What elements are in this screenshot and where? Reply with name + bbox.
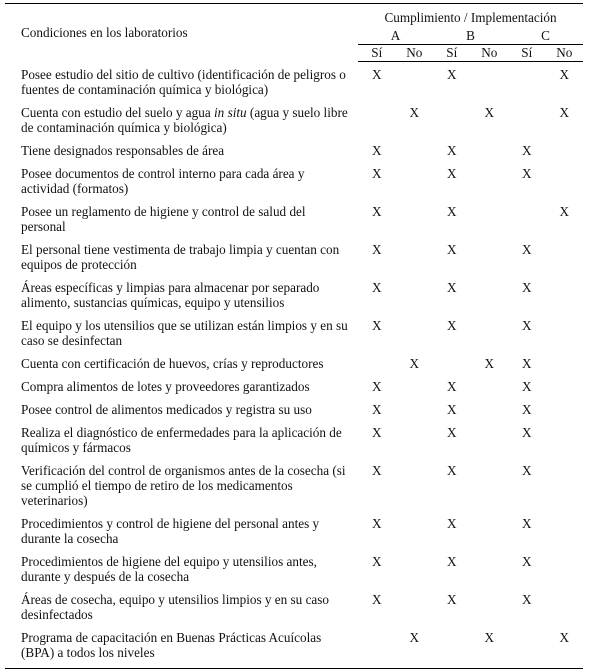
mark-cell <box>396 313 434 351</box>
mark-cell: X <box>446 142 457 158</box>
condition-cell: Compra alimentos de lotes y proveedores garantizados <box>21 378 310 394</box>
mark-cell: X <box>521 279 532 295</box>
mark-cell <box>396 62 434 100</box>
lab-c-header: C <box>541 28 550 43</box>
no-header: No <box>471 45 509 62</box>
mark-cell <box>546 511 584 549</box>
mark-cell <box>433 625 471 669</box>
table-body <box>5 62 583 669</box>
table-row <box>5 199 583 237</box>
mark-cell <box>546 420 584 458</box>
condition-cell: Realiza el diagnóstico de enfermedades para la aplicación de químicos y fármacos <box>21 424 342 455</box>
mark-cell <box>546 275 584 313</box>
mark-cell <box>471 374 509 397</box>
mark-cell: X <box>484 355 495 371</box>
mark-cell <box>546 397 584 420</box>
mark-cell <box>471 161 509 199</box>
mark-cell <box>546 351 584 374</box>
mark-cell: X <box>446 515 457 531</box>
mark-cell <box>396 511 434 549</box>
mark-cell <box>546 587 584 625</box>
mark-cell <box>546 313 584 351</box>
condition-cell: Posee un reglamento de higiene y control de salud del personal <box>21 203 306 234</box>
mark-cell <box>546 549 584 587</box>
table-row <box>5 458 583 511</box>
mark-cell <box>396 549 434 587</box>
mark-cell: X <box>471 625 509 669</box>
mark-cell <box>471 549 509 587</box>
compliance-table <box>5 3 583 669</box>
mark-cell: X <box>446 317 457 333</box>
mark-cell <box>471 237 509 275</box>
mark-cell <box>508 625 546 669</box>
table-row <box>5 100 583 138</box>
condition-cell: Procedimientos y control de higiene del personal antes y durante la cosecha <box>21 515 320 546</box>
mark-cell: X <box>446 462 457 478</box>
condition-cell: Posee control de alimentos medicados y registra su uso <box>21 401 312 417</box>
mark-cell: X <box>371 401 382 417</box>
mark-cell <box>358 351 396 374</box>
condition-cell: Áreas específicas y limpias para almacenar por separado alimento, sustancias químicas, equipo y utensilios <box>21 279 320 310</box>
condition-italic-text: in situ <box>214 104 247 120</box>
mark-cell: X <box>371 241 382 257</box>
mark-cell <box>471 420 509 458</box>
mark-cell <box>396 458 434 511</box>
mark-cell: X <box>446 401 457 417</box>
mark-cell <box>471 587 509 625</box>
mark-cell: X <box>521 401 532 417</box>
mark-cell: X <box>446 378 457 394</box>
mark-cell: X <box>371 591 382 607</box>
condition-cell: Posee estudio del sitio de cultivo (identificación de peligros o fuentes de contaminación química y biológica) <box>21 66 346 97</box>
mark-cell: X <box>371 142 382 158</box>
condition-cell: Cuenta con certificación de huevos, crías y reproductores <box>21 355 324 371</box>
no-header: No <box>396 45 434 62</box>
mark-cell <box>471 313 509 351</box>
condition-column-header: Condiciones en los laboratorios <box>5 4 358 62</box>
mark-cell <box>396 374 434 397</box>
mark-cell: X <box>521 355 532 371</box>
mark-cell: X <box>371 462 382 478</box>
condition-cell: Programa de capacitación en Buenas Prácticas Acuícolas (BPA) a todos los niveles <box>5 625 358 669</box>
mark-cell: X <box>446 67 457 82</box>
table-row <box>5 237 583 275</box>
condition-cell: Posee documentos de control interno para cada área y actividad (formatos) <box>21 165 305 196</box>
mark-cell <box>396 397 434 420</box>
mark-cell: X <box>521 165 532 181</box>
table-row <box>5 161 583 199</box>
mark-cell: X <box>559 203 570 219</box>
mark-cell <box>396 161 434 199</box>
mark-cell <box>471 62 509 100</box>
mark-cell <box>546 237 584 275</box>
mark-cell: X <box>446 241 457 257</box>
mark-cell <box>546 374 584 397</box>
mark-cell: X <box>409 104 420 120</box>
mark-cell <box>358 100 396 138</box>
mark-cell: X <box>446 165 457 181</box>
table-row <box>5 62 583 100</box>
mark-cell: X <box>484 104 495 120</box>
mark-cell: X <box>371 279 382 295</box>
mark-cell: X <box>521 424 532 440</box>
mark-cell: X <box>559 104 570 120</box>
mark-cell <box>471 458 509 511</box>
mark-cell <box>396 587 434 625</box>
table-row <box>5 275 583 313</box>
mark-cell <box>433 351 471 374</box>
table-row <box>5 138 583 161</box>
mark-cell: X <box>409 355 420 371</box>
mark-cell <box>396 138 434 161</box>
mark-cell <box>471 199 509 237</box>
mark-cell <box>508 100 546 138</box>
mark-cell: X <box>371 165 382 181</box>
table-row <box>5 351 583 374</box>
table-row <box>5 587 583 625</box>
condition-cell: Áreas de cosecha, equipo y utensilios limpios y en su caso desinfectados <box>21 591 330 622</box>
mark-cell: X <box>446 203 457 219</box>
mark-cell <box>471 275 509 313</box>
table-row <box>5 549 583 587</box>
mark-cell <box>546 138 584 161</box>
mark-cell: X <box>521 142 532 158</box>
mark-cell: X <box>371 424 382 440</box>
mark-cell: X <box>446 591 457 607</box>
mark-cell: X <box>559 67 570 82</box>
mark-cell <box>396 275 434 313</box>
mark-cell: X <box>521 378 532 394</box>
compliance-group-header: Cumplimiento / Implementación <box>358 4 583 29</box>
no-header: No <box>546 45 584 62</box>
condition-cell: El equipo y los utensilios que se utilizan están limpios y en su caso se desinfectan <box>21 317 348 348</box>
mark-cell: X <box>371 553 382 569</box>
yes-header: Sí <box>508 45 546 62</box>
mark-cell <box>396 199 434 237</box>
mark-cell <box>396 420 434 458</box>
table-row <box>5 374 583 397</box>
mark-cell <box>396 237 434 275</box>
mark-cell: X <box>371 378 382 394</box>
mark-cell: X <box>521 241 532 257</box>
mark-cell: X <box>371 67 382 82</box>
yes-header: Sí <box>358 45 396 62</box>
mark-cell: X <box>371 515 382 531</box>
mark-cell <box>546 161 584 199</box>
condition-cell: El personal tiene vestimenta de trabajo limpia y cuentan con equipos de protección <box>21 241 340 272</box>
mark-cell <box>471 511 509 549</box>
table-row <box>5 420 583 458</box>
mark-cell: X <box>396 625 434 669</box>
mark-cell: X <box>446 553 457 569</box>
mark-cell: X <box>446 424 457 440</box>
mark-cell: X <box>371 203 382 219</box>
mark-cell <box>471 138 509 161</box>
mark-cell: X <box>446 279 457 295</box>
condition-cell: Verificación del control de organismos antes de la cosecha (si se cumplió el tiempo de retiro de los medicamentos veterinarios) <box>21 462 346 508</box>
mark-cell <box>508 62 546 100</box>
mark-cell: X <box>521 462 532 478</box>
yes-header: Sí <box>433 45 471 62</box>
table-row <box>5 313 583 351</box>
mark-cell: X <box>521 591 532 607</box>
mark-cell <box>358 625 396 669</box>
mark-cell <box>471 397 509 420</box>
condition-cell: Tiene designados responsables de área <box>21 142 225 158</box>
table-row <box>5 625 583 669</box>
mark-cell: X <box>546 625 584 669</box>
lab-a-header: A <box>390 28 401 43</box>
condition-text: (agua y suelo libre de contaminación química y biológica) <box>21 104 348 135</box>
mark-cell: X <box>371 317 382 333</box>
condition-cell: Procedimientos de higiene del equipo y utensilios antes, durante y después de la cosecha <box>21 553 317 584</box>
mark-cell: X <box>521 553 532 569</box>
mark-cell: X <box>521 515 532 531</box>
table-row <box>5 511 583 549</box>
mark-cell <box>433 100 471 138</box>
mark-cell <box>546 458 584 511</box>
mark-cell <box>508 199 546 237</box>
table-header <box>5 4 583 62</box>
table-row <box>5 397 583 420</box>
condition-text: Cuenta con estudio del suelo y agua <box>21 104 215 120</box>
mark-cell: X <box>521 317 532 333</box>
condition-cell <box>5 100 358 138</box>
lab-b-header: B <box>466 28 475 43</box>
